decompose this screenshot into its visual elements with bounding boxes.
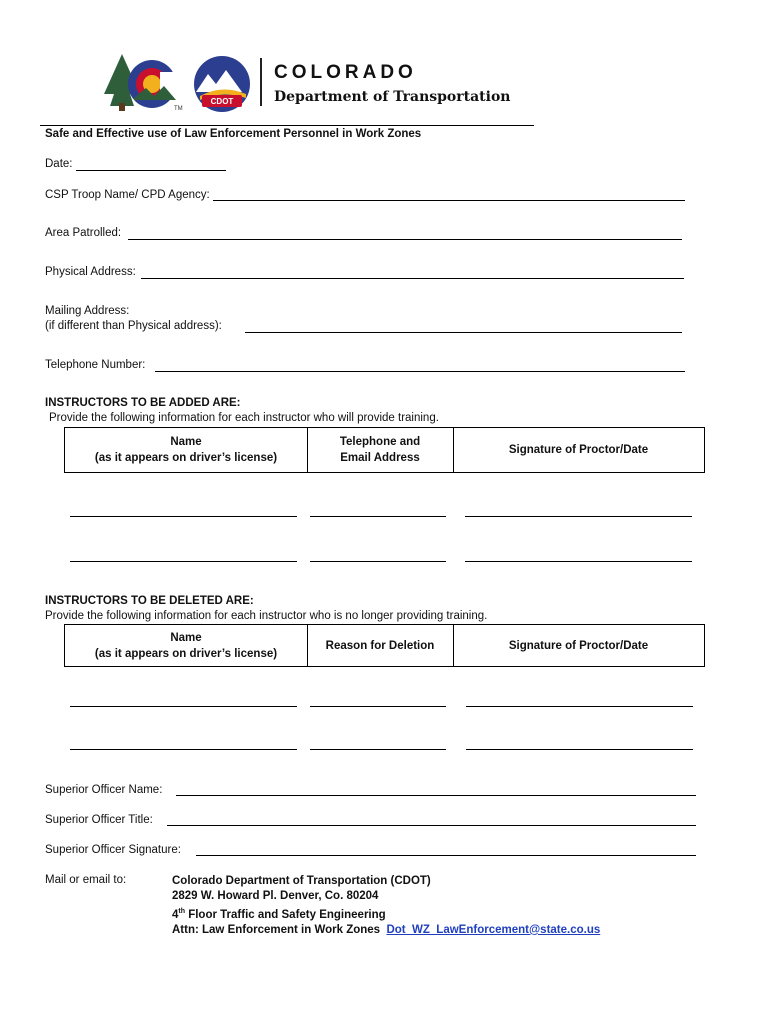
added-row1-name[interactable] bbox=[70, 516, 297, 517]
mail-line2: 2829 W. Howard Pl. Denver, Co. 80204 bbox=[172, 890, 379, 902]
mail-label: Mail or email to: bbox=[45, 874, 127, 886]
agency-label: CSP Troop Name/ CPD Agency: bbox=[45, 189, 210, 201]
deleted-row2-name[interactable] bbox=[70, 749, 297, 750]
mailing-input[interactable] bbox=[245, 332, 682, 333]
added-instruction: Provide the following information for each instructor who will provide training. bbox=[49, 412, 439, 424]
mail-address-block bbox=[172, 874, 600, 938]
added-col-contact: Telephone and Email Address bbox=[339, 436, 421, 464]
deleted-col-reason: Reason for Deletion bbox=[325, 639, 435, 652]
added-row2-name[interactable] bbox=[70, 561, 297, 562]
added-row1-contact[interactable] bbox=[310, 516, 446, 517]
area-label: Area Patrolled: bbox=[45, 227, 122, 239]
officer-name-input[interactable] bbox=[176, 795, 696, 796]
mailing-note: (if different than Physical address): bbox=[45, 320, 222, 332]
mail-line1: Colorado Department of Transportation (CDOT) bbox=[172, 875, 431, 887]
mailing-label: Mailing Address: bbox=[45, 305, 130, 317]
deleted-heading: INSTRUCTORS TO BE DELETED ARE: bbox=[45, 595, 254, 607]
area-input[interactable] bbox=[128, 239, 682, 240]
phone-label: Telephone Number: bbox=[45, 359, 146, 371]
deleted-row1-name[interactable] bbox=[70, 706, 297, 707]
added-heading: INSTRUCTORS TO BE ADDED ARE: bbox=[45, 397, 241, 409]
physical-input[interactable] bbox=[141, 278, 684, 279]
date-label: Date: bbox=[45, 158, 73, 170]
badge-text: CDOT bbox=[210, 97, 234, 106]
added-table-header bbox=[64, 427, 705, 473]
email-link[interactable]: Dot_WZ_LawEnforcement@state.co.us bbox=[386, 923, 601, 936]
deleted-col-signature: Signature of Proctor/Date bbox=[508, 639, 649, 652]
agency-input[interactable] bbox=[213, 200, 685, 201]
officer-signature-label: Superior Officer Signature: bbox=[45, 844, 181, 856]
added-col-name: Name (as it appears on driver’s license) bbox=[94, 436, 278, 464]
deleted-col-name: Name (as it appears on driver’s license) bbox=[94, 631, 278, 660]
mail-line4: Attn: Law Enforcement in Work Zones Dot_WZ_LawEnforcement@state.co.us bbox=[172, 923, 601, 936]
added-row1-signature[interactable] bbox=[465, 516, 692, 517]
deleted-row2-reason[interactable] bbox=[310, 749, 446, 750]
deleted-instruction: Provide the following information for each instructor who is no longer providing training. bbox=[45, 610, 488, 622]
mail-line3: 4th Floor Traffic and Safety Engineering bbox=[172, 908, 386, 921]
physical-label: Physical Address: bbox=[45, 266, 136, 278]
added-col-signature: Signature of Proctor/Date bbox=[508, 444, 649, 456]
form-title: Safe and Effective use of Law Enforcement Personnel in Work Zones bbox=[45, 128, 422, 140]
added-row2-contact[interactable] bbox=[310, 561, 446, 562]
tm-mark: TM bbox=[174, 106, 183, 112]
date-input[interactable] bbox=[76, 170, 226, 171]
officer-signature-input[interactable] bbox=[196, 855, 696, 856]
officer-title-label: Superior Officer Title: bbox=[45, 814, 153, 826]
deleted-row2-signature[interactable] bbox=[466, 749, 693, 750]
phone-input[interactable] bbox=[155, 371, 685, 372]
org-name: COLORADO bbox=[274, 62, 417, 83]
officer-name-label: Superior Officer Name: bbox=[45, 784, 163, 796]
header-rule bbox=[40, 125, 534, 126]
deleted-table-header bbox=[64, 624, 705, 667]
department-name: Department of Transportation bbox=[274, 89, 511, 105]
officer-title-input[interactable] bbox=[167, 825, 696, 826]
added-row2-signature[interactable] bbox=[465, 561, 692, 562]
deleted-row1-signature[interactable] bbox=[466, 706, 693, 707]
deleted-row1-reason[interactable] bbox=[310, 706, 446, 707]
